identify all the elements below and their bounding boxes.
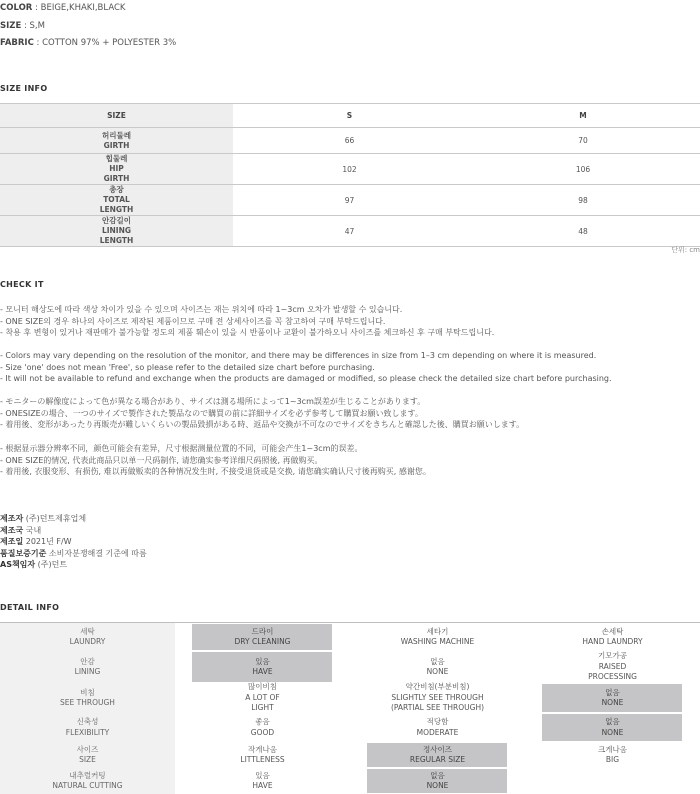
note-line: - Colors may vary depending on the resolution of the monitor, and there may be differences in size from 1–3 cm depending on where it is measured. bbox=[0, 351, 597, 360]
size-info-title: SIZE INFO bbox=[0, 84, 48, 93]
detail-label bbox=[0, 651, 175, 683]
note-line: - It will not be available to refund and exchange when the products are damaged or modified, so please check the detailed size chart before purchasing. bbox=[0, 374, 612, 384]
detail-line: LITTLENESS bbox=[240, 755, 285, 764]
detail-line: NONE bbox=[601, 727, 624, 737]
detail-option bbox=[175, 683, 350, 713]
size-header-m: M bbox=[466, 104, 700, 128]
detail-line: HAVE bbox=[252, 781, 273, 790]
detail-line: 적당함 bbox=[426, 717, 449, 726]
table-row bbox=[0, 216, 700, 247]
detail-option bbox=[350, 623, 525, 651]
detail-line: 있음 bbox=[255, 770, 270, 780]
detail-text bbox=[75, 657, 101, 678]
size-header-label: SIZE bbox=[0, 104, 233, 128]
detail-text bbox=[410, 745, 465, 766]
detail-line: 안감 bbox=[80, 656, 95, 666]
notes-chinese bbox=[0, 443, 431, 478]
detail-line: 좋음 bbox=[255, 717, 270, 726]
detail-line: RAISED bbox=[598, 661, 627, 671]
table-row bbox=[0, 185, 700, 216]
detail-line: GOOD bbox=[250, 727, 275, 737]
detail-line: LAUNDRY bbox=[69, 637, 106, 646]
detail-grid bbox=[0, 622, 700, 794]
detail-option-selected bbox=[525, 713, 700, 742]
detail-line: A LOT OF bbox=[245, 692, 280, 702]
detail-text bbox=[427, 771, 449, 792]
detail-line: REGULAR SIZE bbox=[409, 755, 466, 764]
row-value-m: 98 bbox=[466, 185, 700, 216]
detail-text bbox=[52, 771, 122, 792]
detail-line: 내추럴커팅 bbox=[69, 770, 106, 780]
detail-line: SIZE bbox=[79, 755, 96, 764]
product-info bbox=[0, 513, 147, 571]
row-value-s: 66 bbox=[233, 128, 466, 154]
detail-option-selected bbox=[175, 623, 350, 651]
detail-option bbox=[525, 768, 700, 794]
detail-line: HAVE bbox=[252, 667, 273, 676]
detail-line: 비침 bbox=[80, 687, 95, 697]
note-line: - ONE SIZE의 경우 하나의 사이즈로 제작된 제품이므로 구매 전 상세사이즈를 꼭 참고하여 구매 부탁드립니다. bbox=[0, 316, 386, 326]
detail-text bbox=[240, 745, 284, 766]
detail-label bbox=[0, 768, 175, 794]
notes-japanese bbox=[0, 396, 524, 431]
detail-option bbox=[525, 742, 700, 768]
detail-text bbox=[401, 627, 474, 648]
row-value-m: 48 bbox=[466, 216, 700, 247]
detail-line: 없음 bbox=[430, 656, 445, 666]
detail-line: LIGHT bbox=[251, 703, 274, 713]
detail-line: 없음 bbox=[605, 717, 620, 726]
detail-text bbox=[582, 627, 642, 648]
detail-line: 기모가공 bbox=[598, 651, 627, 661]
detail-option-selected bbox=[350, 768, 525, 794]
detail-text bbox=[427, 657, 449, 678]
detail-option bbox=[350, 683, 525, 713]
detail-line: 세탁 bbox=[80, 626, 95, 636]
detail-line: 없음 bbox=[605, 687, 620, 697]
detail-line: DRY CLEANING bbox=[234, 637, 291, 646]
detail-row bbox=[0, 742, 700, 768]
detail-line: MODERATE bbox=[416, 727, 459, 737]
detail-option bbox=[350, 713, 525, 742]
detail-text bbox=[588, 651, 637, 683]
detail-text bbox=[598, 745, 627, 766]
as-manager: AS책임자 (주)던트 bbox=[0, 560, 68, 570]
detail-text bbox=[252, 771, 272, 792]
spec-fabric: FABRIC : COTTON 97% + POLYESTER 3% bbox=[0, 38, 177, 48]
note-line: - 모니터 해상도에 따라 색상 차이가 있을 수 있으며 사이즈는 재는 위치에 따라 1~3cm 오차가 발생할 수 있습니다. bbox=[0, 305, 403, 314]
note-line: - 着用後, 衣服变形、有损伤, 难以再做贩卖的各种情况发生时, 不接受退货或是交换, 请您确实确认尺寸後再购买, 感谢您。 bbox=[0, 467, 431, 477]
detail-text bbox=[602, 688, 624, 709]
detail-label bbox=[0, 623, 175, 651]
note-line: - 根据显示器分辨率不同，颜色可能会有差异，尺寸根据测量位置的不同，可能会产生1~3cm的误差。 bbox=[0, 444, 363, 453]
detail-line: NATURAL CUTTING bbox=[52, 781, 123, 790]
detail-line: NONE bbox=[601, 698, 624, 707]
detail-line: 약간비침(부분비침) bbox=[405, 682, 470, 692]
detail-option bbox=[350, 651, 525, 683]
detail-label bbox=[0, 683, 175, 713]
detail-line: 많이비침 bbox=[248, 682, 277, 692]
detail-row bbox=[0, 683, 700, 713]
row-label: 허리둘레 GIRTH bbox=[0, 128, 233, 154]
detail-line: 작게나옴 bbox=[248, 744, 277, 754]
detail-line: 크게나옴 bbox=[598, 744, 627, 754]
detail-line: FLEXIBILITY bbox=[65, 727, 110, 737]
notes-korean bbox=[0, 304, 494, 339]
manufacturer: 제조자 (주)던트제휴업체 bbox=[0, 514, 87, 523]
detail-text bbox=[70, 627, 106, 648]
row-value-s: 47 bbox=[233, 216, 466, 247]
detail-option-selected bbox=[350, 742, 525, 768]
detail-line: SEE THROUGH bbox=[60, 698, 115, 707]
size-header-s: S bbox=[233, 104, 466, 128]
note-line: - モニターの解像度によって色が異なる場合があり、サイズは測る場所によって1~3cm誤差が生じることがあります。 bbox=[0, 397, 426, 406]
table-row bbox=[0, 128, 700, 154]
check-it-title: CHECK IT bbox=[0, 280, 44, 289]
detail-option bbox=[525, 651, 700, 683]
detail-line: 드라이 bbox=[251, 626, 274, 636]
detail-option bbox=[175, 742, 350, 768]
detail-line: NONE bbox=[426, 667, 449, 676]
country: 제조국 국내 bbox=[0, 525, 42, 535]
detail-option bbox=[175, 713, 350, 742]
detail-label bbox=[0, 742, 175, 768]
detail-line: 정사이즈 bbox=[423, 744, 452, 754]
detail-line: SLIGHTLY SEE THROUGH bbox=[391, 692, 484, 702]
table-row bbox=[0, 154, 700, 185]
spec-size: SIZE : S,M bbox=[0, 21, 45, 31]
unit-note: 단위: cm bbox=[671, 246, 700, 254]
notes-english bbox=[0, 350, 612, 385]
note-line: - Size 'one' does not mean 'Free', so please refer to the detailed size chart before purchasing. bbox=[0, 362, 375, 372]
detail-option bbox=[525, 623, 700, 651]
detail-row bbox=[0, 651, 700, 683]
detail-line: HAND LAUNDRY bbox=[582, 637, 643, 646]
size-table-header bbox=[0, 104, 700, 128]
note-line: - ONESIZEの場合、一つのサイズで製作された製品なので購買の前に詳細サイズを必ず参考して購買お願い致します。 bbox=[0, 408, 423, 418]
quality-standard: 품질보증기준 소비자분쟁해결 기준에 따름 bbox=[0, 548, 147, 558]
detail-line: WASHING MACHINE bbox=[400, 637, 475, 646]
detail-text bbox=[602, 717, 624, 738]
detail-text bbox=[417, 717, 459, 738]
detail-option-selected bbox=[525, 683, 700, 713]
detail-line: NONE bbox=[426, 781, 449, 790]
detail-line: PROCESSING bbox=[588, 672, 637, 682]
row-label: 힙둘레 HIP GIRTH bbox=[0, 154, 233, 185]
row-value-s: 97 bbox=[233, 185, 466, 216]
detail-line: LINING bbox=[74, 667, 101, 676]
detail-text bbox=[60, 688, 115, 709]
detail-text bbox=[252, 657, 272, 678]
detail-line: 없음 bbox=[430, 770, 445, 780]
detail-line: (PARTIAL SEE THROUGH) bbox=[390, 703, 485, 713]
note-line: - ONE SIZE的情况, 代表此商品只以单一尺码制作, 请您确实参考详细尺码照後, 再做购买。 bbox=[0, 455, 323, 465]
detail-row bbox=[0, 623, 700, 651]
row-value-m: 106 bbox=[466, 154, 700, 185]
note-line: - 착용 후 변형이 있거나 재판매가 불가능할 정도의 제품 훼손이 있을 시 반품이나 교환이 불가하오니 사이즈를 체크하신 후 구매 부탁드립니다. bbox=[0, 328, 495, 338]
detail-line: 있음 bbox=[255, 656, 270, 666]
detail-text bbox=[245, 682, 280, 714]
detail-row bbox=[0, 713, 700, 742]
detail-line: BIG bbox=[605, 755, 620, 764]
detail-option-selected bbox=[175, 651, 350, 683]
detail-info-title: DETAIL INFO bbox=[0, 603, 60, 612]
row-label: 총장 TOTAL LENGTH bbox=[0, 185, 233, 216]
detail-text bbox=[391, 682, 484, 714]
row-label: 안감길이 LINING LENGTH bbox=[0, 216, 233, 247]
detail-line: 손세탁 bbox=[601, 626, 624, 636]
detail-option bbox=[175, 768, 350, 794]
detail-line: 세타기 bbox=[426, 626, 449, 636]
detail-text bbox=[251, 717, 274, 738]
manufacture-date: 제조일 2021년 F/W bbox=[0, 537, 72, 547]
row-value-s: 102 bbox=[233, 154, 466, 185]
size-table bbox=[0, 103, 700, 247]
note-line: - 着用後、変形があったり再販売が難しいくらいの製品毀損がある時、返品や交換が不可なのでサイズをきちんと確認した後、購買お願いします。 bbox=[0, 420, 525, 430]
detail-line: 신축성 bbox=[76, 717, 99, 726]
detail-text bbox=[66, 717, 110, 738]
spec-color: COLOR : BEIGE,KHAKI,BLACK bbox=[0, 3, 126, 13]
detail-line: 사이즈 bbox=[76, 744, 99, 754]
detail-text bbox=[77, 745, 99, 766]
row-value-m: 70 bbox=[466, 128, 700, 154]
detail-row bbox=[0, 768, 700, 794]
detail-text bbox=[234, 627, 290, 648]
detail-label bbox=[0, 713, 175, 742]
